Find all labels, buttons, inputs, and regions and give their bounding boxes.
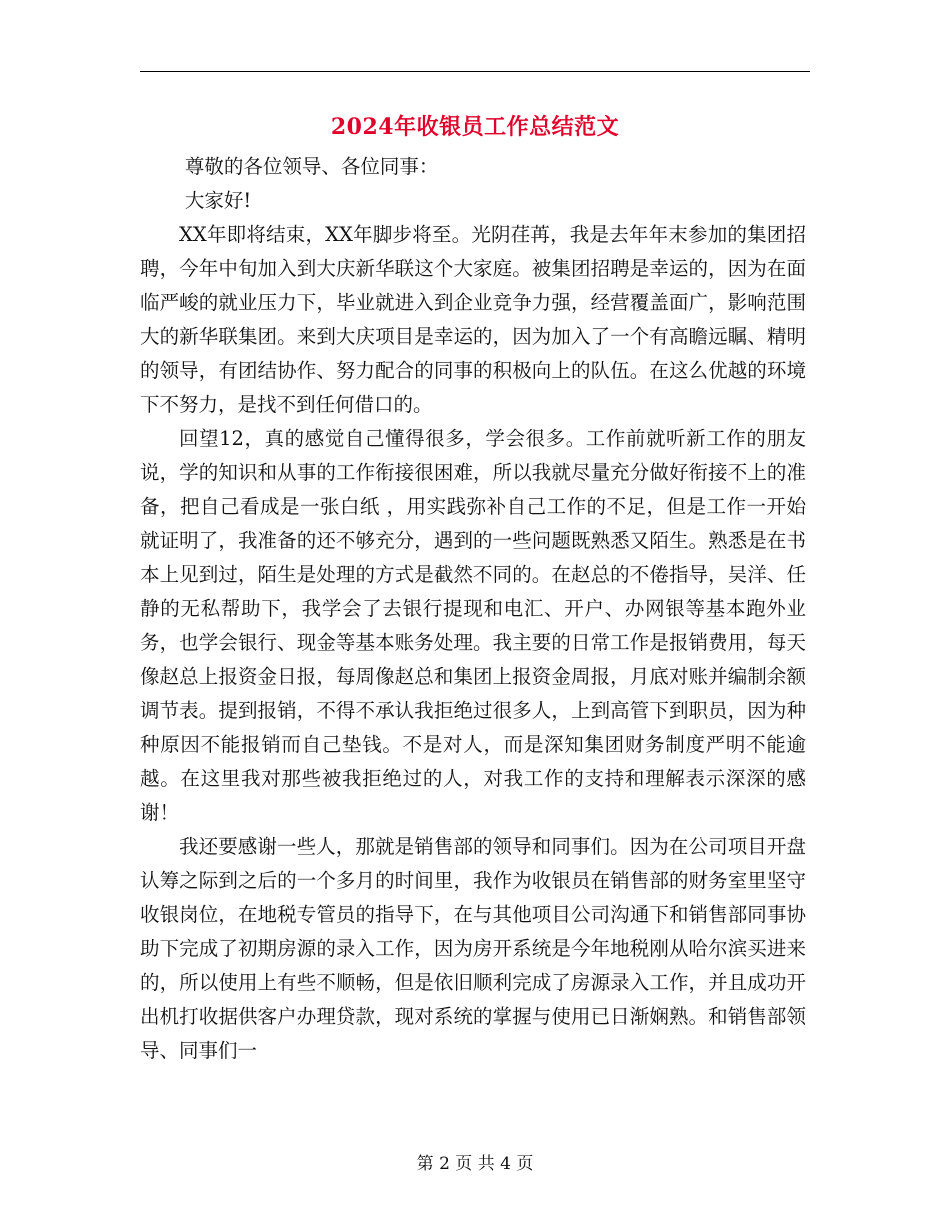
- paragraph-1: XX年即将结束，XX年脚步将至。光阴荏苒，我是去年年末参加的集团招聘，今年中旬加入到大庆新华联这个大家庭。被集团招聘是幸运的，因为在面临严峻的就业压力下，毕业就进入到企业竞争力强，经营覆盖面广，影响范围大的新华联集团。来到大庆项目是幸运的，因为加入了一个有高瞻远瞩、精明的领导，有团结协作、努力配合的同事的积极向上的队伍。在这么优越的环境下不努力，是找不到任何借口的。: [140, 223, 806, 416]
- page-number: 第 2 页 共 4 页: [416, 1154, 534, 1174]
- paragraph-2: 回望12，真的感觉自己懂得很多，学会很多。工作前就听新工作的朋友说，学的知识和从事的工作衔接很困难，所以我就尽量充分做好衔接不上的准备，把自己看成是一张白纸 ，用实践弥补自己工作的不足，但是工作一开始就证明了，我准备的还不够充分，遇到的一些问题既熟悉又陌生。熟悉是在书本上见到过，陌生是处理的方式是截然不同的。在赵总的不倦指导，吴洋、任静的无私帮助下，我学会了去银行提现和电汇、开户、办网银等基本跑外业务，也学会银行、现金等基本账务处理。我主要的日常工作是报销费用，每天像赵总上报资金日报，每周像赵总和集团上报资金周报，月底对账并编制余额调节表。提到报销，不得不承认我拒绝过很多人，上到高管下到职员，因为种种原因不能报销而自己垫钱。不是对人，而是深知集团财务制度严明不能逾越。在这里我对那些被我拒绝过的人，对我工作的支持和理解表示深深的感谢！: [140, 427, 806, 824]
- greeting: 大家好!: [184, 189, 252, 212]
- salutation: 尊敬的各位领导、各位同事：: [184, 155, 439, 178]
- paragraph-3: 我还要感谢一些人，那就是销售部的领导和同事们。因为在公司项目开盘认筹之际到之后的一个多月的时间里，我作为收银员在销售部的财务室里坚守收银岗位，在地税专管员的指导下，在与其他项目公司沟通下和销售部同事协助下完成了初期房源的录入工作，因为房开系统是今年地税刚从哈尔滨买进来的，所以使用上有些不顺畅，但是依旧顺利完成了房源录入工作，并且成功开出机打收据供客户办理贷款，现对系统的掌握与使用已日渐娴熟。和销售部领导、同事们一: [140, 835, 806, 1062]
- document-title: 2024年收银员工作总结范文: [330, 114, 620, 140]
- document-body: [140, 150, 806, 1068]
- header-rule: [140, 71, 810, 72]
